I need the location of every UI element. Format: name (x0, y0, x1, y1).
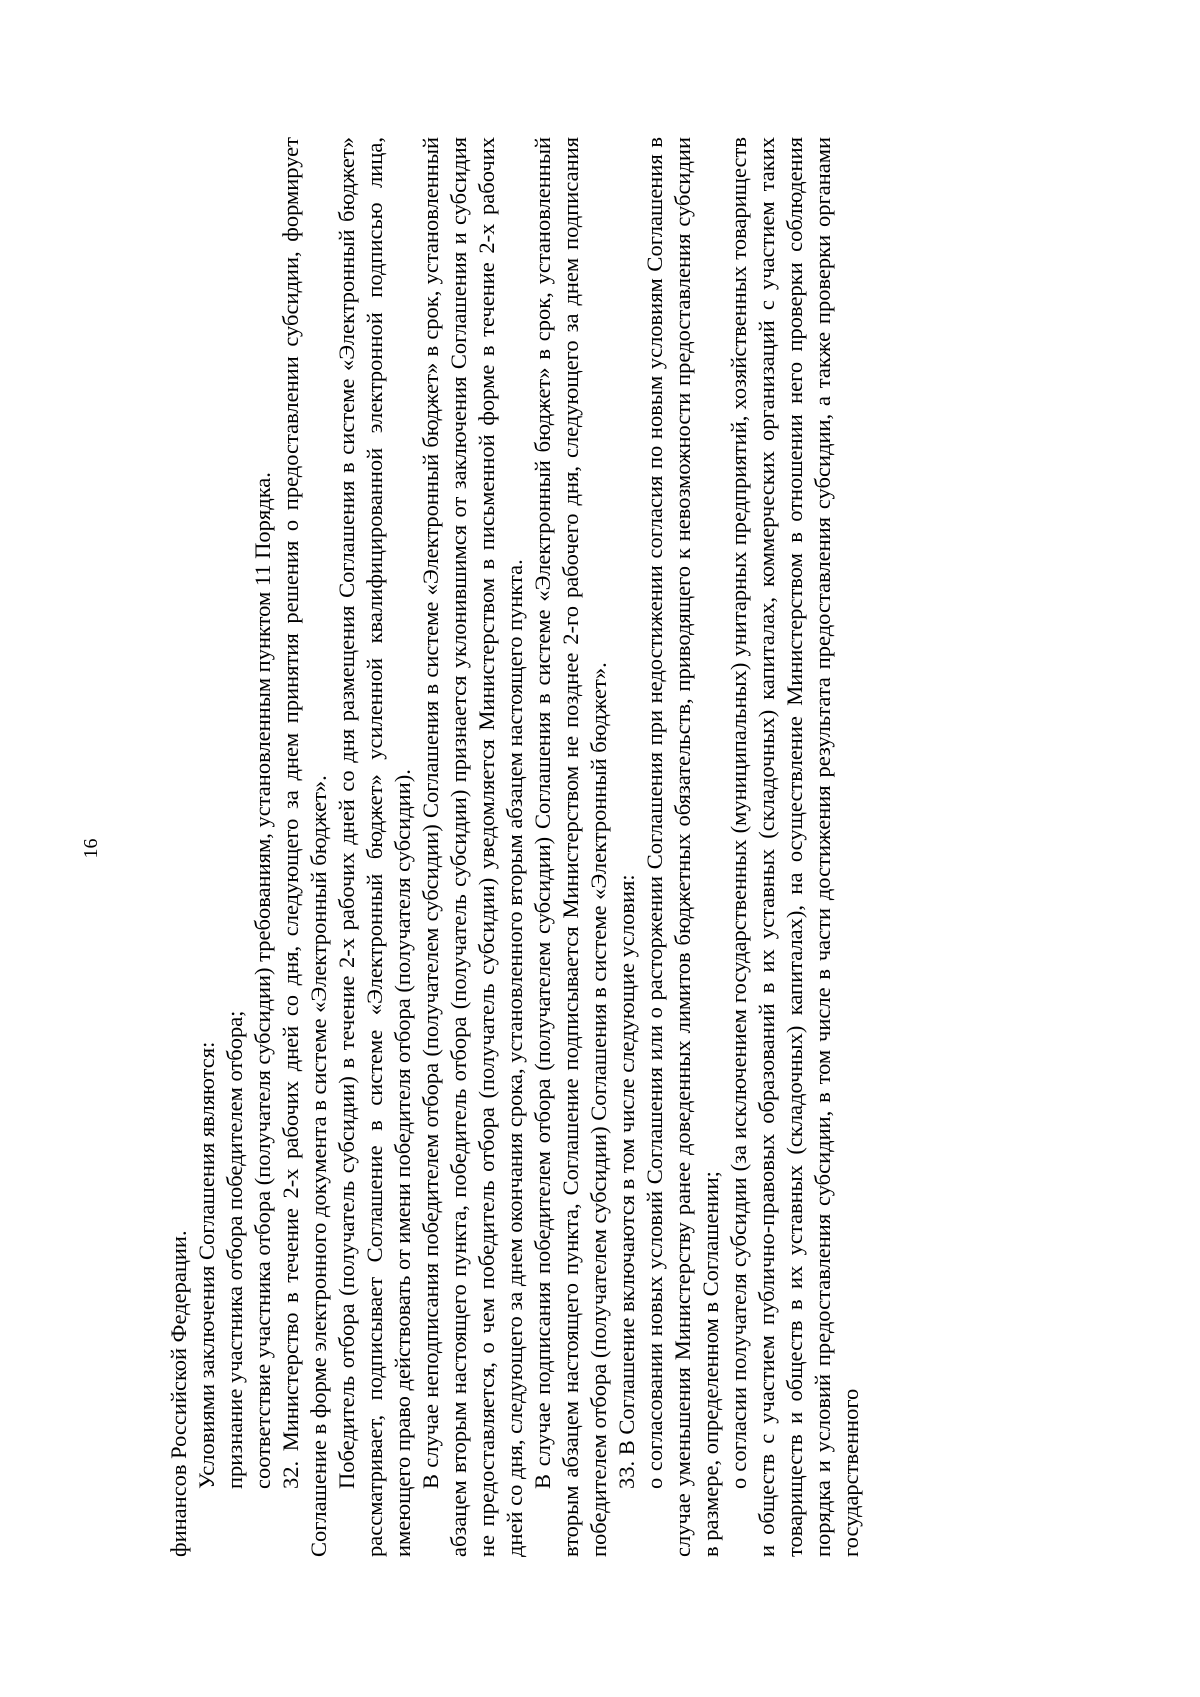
paragraph: финансов Российской Федерации. (166, 1230, 191, 1557)
document-body (165, 137, 865, 1557)
paragraph: Победитель отбора (получатель субсидии) в течение 2-х рабочих дней со дня размещения Соглашения в системе «Электронный бюджет» рассматривает, подписывает Соглашение в системе «Электронный бюджет» усиленной квалифицированной электронной подписью лица, имеющего право действовать от имени победителя отбора (получателя субсидии). (334, 137, 415, 1557)
paragraph: 32. Министерство в течение 2-х рабочих дней со дня, следующего за днем принятия решения о предоставлении субсидии, формирует Соглашение в форме электронного документа в системе «Электронный бюджет». (278, 137, 331, 1557)
paragraph: Условиями заключения Соглашения являются: (194, 1041, 219, 1489)
paragraph: признание участника отбора победителем отбора; (222, 1010, 247, 1489)
paragraph: В случае неподписания победителем отбора (получателем субсидии) Соглашения в системе «Электронный бюджет» в срок, установленный абзацем вторым настоящего пункта, победитель отбора (получатель субсидии) признается уклонившимся от заключения Соглашения и субсидия не предоставляется, о чем победитель отбора (получатель субсидии) уведомляется Министерством в письменной форме в течение 2-х рабочих дней со дня, следующего за днем окончания срока, установленного вторым абзацем настоящего пункта. (418, 137, 527, 1557)
page-number: 16 (80, 838, 102, 859)
paragraph: 33. В Соглашение включаются в том числе следующие условия: (614, 874, 639, 1489)
paragraph: о согласовании новых условий Соглашения или о расторжении Соглашения при недостижении согласия по новым условиям Соглашения в случае уменьшения Министерству ранее доведенных лимитов бюджетных обязательств, приводящего к невозможности предоставления субсидии в размере, определенном в Соглашении; (642, 137, 723, 1557)
paragraph: соответствие участника отбора (получателя субсидии) требованиям, установленным пунктом 11 Порядка. (250, 472, 275, 1489)
paragraph: о согласии получателя субсидии (за исключением государственных (муниципальных) унитарных предприятий, хозяйственных товариществ и обществ с участием публично-правовых образований в их уставных (складочных) капиталах, коммерческих организаций с участием таких товариществ и обществ в их уставных (складочных) капиталах), на осуществление Министерством в отношении него проверки соблюдения порядка и условий предоставления субсидии, в том числе в части достижения результата предоставления субсидии, а также проверки органами государственного (726, 137, 863, 1557)
paragraph: В случае подписания победителем отбора (получателем субсидии) Соглашения в системе «Электронный бюджет» в срок, установленный вторым абзацем настоящего пункта, Соглашение подписывается Министерством не позднее 2-го рабочего дня, следующего за днем подписания победителем отбора (получателем субсидии) Соглашения в системе «Электронный бюджет». (530, 137, 611, 1557)
